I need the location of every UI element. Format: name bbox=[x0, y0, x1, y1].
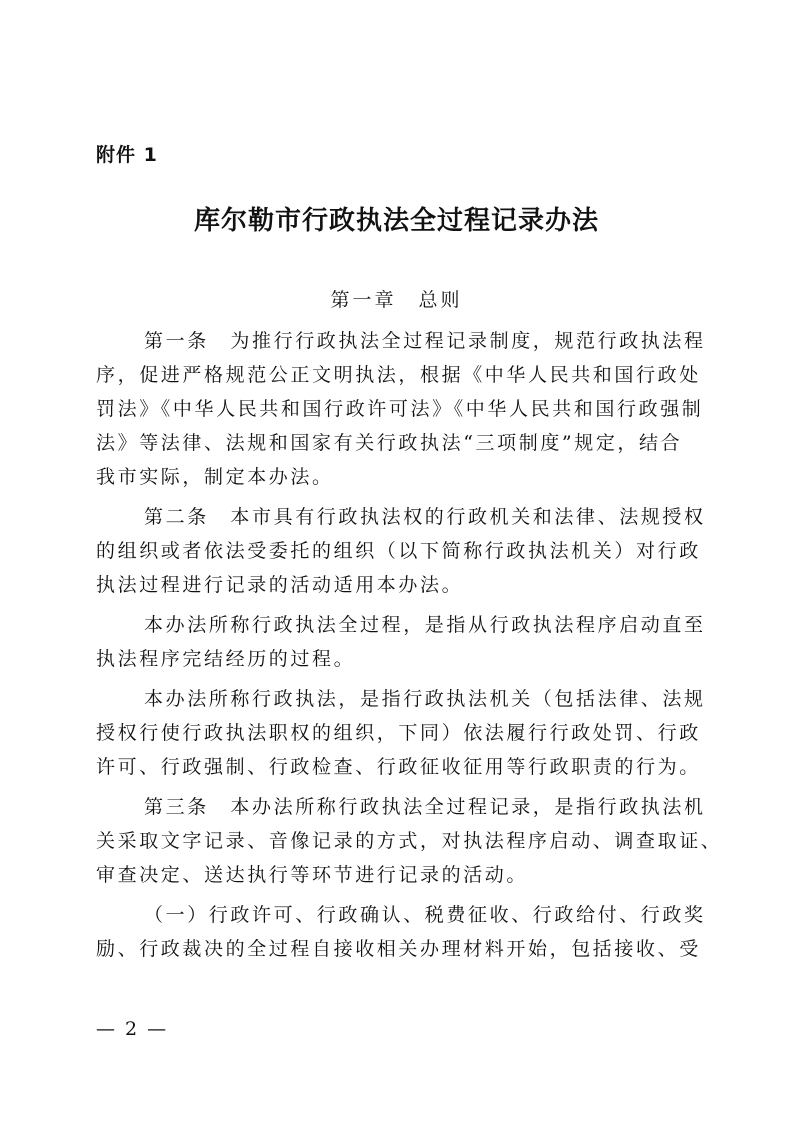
document-body bbox=[96, 324, 723, 966]
body-line: 本办法所称行政执法，是指行政执法机关（包括法律、法规 bbox=[144, 688, 706, 710]
page-number: — 2 — bbox=[96, 1018, 169, 1040]
body-line: 的组织或者依法受委托的组织（以下简称行政执法机关）对行政 bbox=[96, 540, 701, 562]
body-line: 第三条 本办法所称行政执法全过程记录，是指行政执法机 bbox=[144, 796, 706, 818]
attachment-label: 附件 1 bbox=[96, 144, 158, 166]
body-line: 我市实际，制定本办法。 bbox=[96, 466, 334, 488]
body-line: 第一条 为推行行政执法全过程记录制度，规范行政执法程 bbox=[144, 330, 706, 352]
body-line: 许可、行政强制、行政检查、行政征收征用等行政职责的行为。 bbox=[96, 756, 701, 778]
body-line: 法》等法律、法规和国家有关行政执法“三项制度”规定，结合 bbox=[96, 432, 683, 454]
body-line: 励、行政裁决的全过程自接收相关办理材料开始，包括接收、受 bbox=[96, 938, 701, 960]
body-line: 授权行使行政执法职权的组织，下同）依法履行行政处罚、行政 bbox=[96, 722, 701, 744]
body-line: 序，促进严格规范公正文明执法，根据《中华人民共和国行政处 bbox=[96, 364, 701, 386]
body-line: 执法程序完结经历的过程。 bbox=[96, 648, 356, 670]
document-title: 库尔勒市行政执法全过程记录办法 bbox=[193, 206, 599, 236]
body-line: 第二条 本市具有行政执法权的行政机关和法律、法规授权 bbox=[144, 506, 706, 528]
body-line: 罚法》《中华人民共和国行政许可法》《中华人民共和国行政强制 bbox=[96, 398, 704, 420]
body-line: 关采取文字记录、音像记录的方式，对执法程序启动、调查取证、 bbox=[96, 830, 723, 852]
chapter-heading: 第一章 总则 bbox=[330, 289, 463, 311]
body-line: 执法过程进行记录的活动适用本办法。 bbox=[96, 574, 464, 596]
body-line: 本办法所称行政执法全过程，是指从行政执法程序启动直至 bbox=[144, 614, 706, 636]
body-line: 审查决定、送达执行等环节进行记录的活动。 bbox=[96, 864, 529, 886]
body-line: （一）行政许可、行政确认、税费征收、行政给付、行政奖 bbox=[144, 904, 706, 926]
